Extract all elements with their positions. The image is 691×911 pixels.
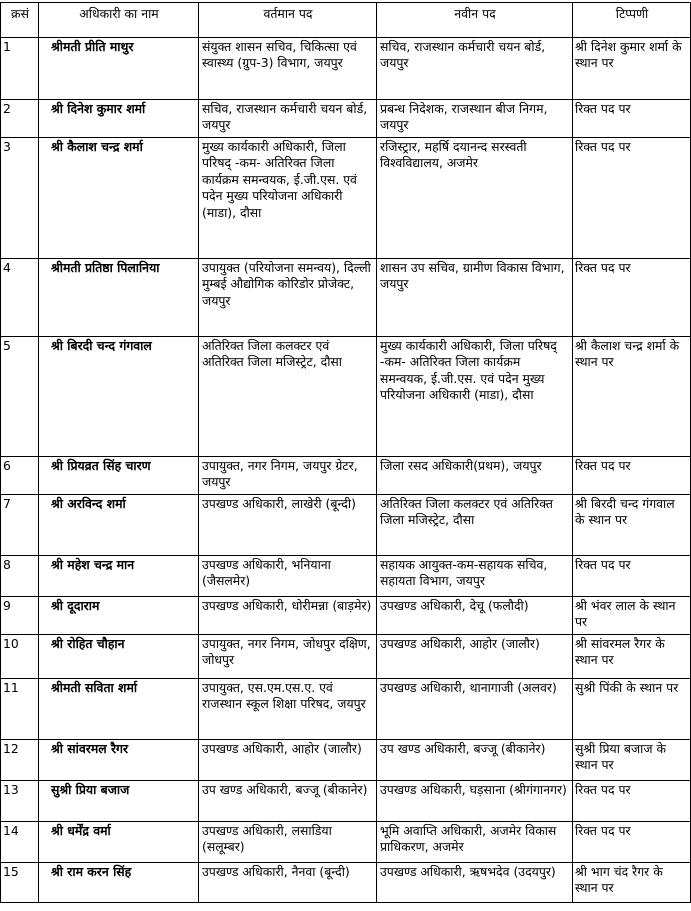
table-row xyxy=(1,138,691,259)
new-post-cell: उपखण्ड अधिकारी, देचू (फलौदी) xyxy=(377,597,573,635)
serial-cell: 13 xyxy=(1,781,39,822)
header-new-post: नवीन पद xyxy=(377,3,573,38)
transfer-table xyxy=(0,2,691,903)
officer-name-cell: श्री बिरदी चन्द गंगवाल xyxy=(39,337,199,457)
table-row xyxy=(1,822,691,863)
remark-cell: रिक्त पद पर xyxy=(573,138,691,259)
table-row xyxy=(1,556,691,597)
serial-cell: 2 xyxy=(1,100,39,138)
table-row xyxy=(1,457,691,495)
new-post-cell: प्रबन्ध निदेशक, राजस्थान बीज निगम, जयपुर xyxy=(377,100,573,138)
current-post-cell: उपखण्ड अधिकारी, लसाडिया (सलूम्बर) xyxy=(199,822,377,863)
new-post-cell: उपखण्ड अधिकारी, आहोर (जालौर) xyxy=(377,635,573,679)
serial-cell: 15 xyxy=(1,863,39,903)
serial-cell: 10 xyxy=(1,635,39,679)
table-row xyxy=(1,259,691,337)
table-row xyxy=(1,100,691,138)
current-post-cell: सचिव, राजस्थान कर्मचारी चयन बोर्ड, जयपुर xyxy=(199,100,377,138)
serial-cell: 8 xyxy=(1,556,39,597)
table-row xyxy=(1,495,691,556)
remark-cell: सुश्री प्रिया बजाज के स्थान पर xyxy=(573,740,691,781)
new-post-cell: अतिरिक्त जिला कलक्टर एवं अतिरिक्त जिला मजिस्ट्रेट, दौसा xyxy=(377,495,573,556)
current-post-cell: मुख्य कार्यकारी अधिकारी, जिला परिषद् -कम- अतिरिक्त जिला कार्यक्रम समन्वयक, ई.जी.एस. एवं पदेन मुख्य परियोजना अधिकारी (माडा), दौसा xyxy=(199,138,377,259)
header-serial: क्रसं xyxy=(1,3,39,38)
serial-cell: 4 xyxy=(1,259,39,337)
remark-cell: श्री दिनेश कुमार शर्मा के स्थान पर xyxy=(573,38,691,100)
new-post-cell: मुख्य कार्यकारी अधिकारी, जिला परिषद् -कम- अतिरिक्त जिला कार्यक्रम समन्वयक, ई.जी.एस. एवं पदेन मुख्य परियोजना अधिकारी (माडा), दौसा xyxy=(377,337,573,457)
officer-name-cell: श्री महेश चन्द्र मान xyxy=(39,556,199,597)
officer-name-cell: सुश्री प्रिया बजाज xyxy=(39,781,199,822)
header-remarks: टिप्पणी xyxy=(573,3,691,38)
current-post-cell: उपायुक्त, नगर निगम, जयपुर ग्रेटर, जयपुर xyxy=(199,457,377,495)
serial-cell: 12 xyxy=(1,740,39,781)
table-body xyxy=(1,38,691,903)
remark-cell: रिक्त पद पर xyxy=(573,781,691,822)
officer-name-cell: श्री धर्मेंद्र वर्मा xyxy=(39,822,199,863)
serial-cell: 11 xyxy=(1,679,39,740)
serial-cell: 6 xyxy=(1,457,39,495)
table-row xyxy=(1,679,691,740)
remark-cell: श्री सांवरमल रैगर के स्थान पर xyxy=(573,635,691,679)
header-row xyxy=(1,3,691,38)
current-post-cell: उप खण्ड अधिकारी, बज्जू (बीकानेर) xyxy=(199,781,377,822)
remark-cell: श्री भाग चंद रैगर के स्थान पर xyxy=(573,863,691,903)
new-post-cell: सहायक आयुक्त-कम-सहायक सचिव, सहायता विभाग, जयपुर xyxy=(377,556,573,597)
remark-cell: रिक्त पद पर xyxy=(573,556,691,597)
officer-name-cell: श्री दिनेश कुमार शर्मा xyxy=(39,100,199,138)
remark-cell: रिक्त पद पर xyxy=(573,100,691,138)
current-post-cell: उपखण्ड अधिकारी, लाखेरी (बून्दी) xyxy=(199,495,377,556)
current-post-cell: संयुक्त शासन सचिव, चिकित्सा एवं स्वास्थ्य (ग्रुप-3) विभाग, जयपुर xyxy=(199,38,377,100)
remark-cell: रिक्त पद पर xyxy=(573,259,691,337)
new-post-cell: रजिस्ट्रार, महर्षि दयानन्द सरस्वती विश्वविद्यालय, अजमेर xyxy=(377,138,573,259)
new-post-cell: भूमि अवाप्ति अधिकारी, अजमेर विकास प्राधिकरण, अजमेर xyxy=(377,822,573,863)
serial-cell: 5 xyxy=(1,337,39,457)
new-post-cell: उपखण्ड अधिकारी, घड़साना (श्रीगंगानगर) xyxy=(377,781,573,822)
new-post-cell: शासन उप सचिव, ग्रामीण विकास विभाग, जयपुर xyxy=(377,259,573,337)
officer-name-cell: श्रीमती प्रतिष्ठा पिलानिया xyxy=(39,259,199,337)
table-row xyxy=(1,597,691,635)
officer-name-cell: श्री रोहित चौहान xyxy=(39,635,199,679)
serial-cell: 1 xyxy=(1,38,39,100)
header-current-post: वर्तमान पद xyxy=(199,3,377,38)
current-post-cell: उपखण्ड अधिकारी, आहोर (जालौर) xyxy=(199,740,377,781)
officer-name-cell: श्री सांवरमल रैगर xyxy=(39,740,199,781)
officer-name-cell: श्री अरविन्द शर्मा xyxy=(39,495,199,556)
current-post-cell: उपायुक्त (परियोजना समन्वय), दिल्ली मुम्बई औद्योगिक कोरिडोर प्रोजेक्ट, जयपुर xyxy=(199,259,377,337)
serial-cell: 3 xyxy=(1,138,39,259)
new-post-cell: उप खण्ड अधिकारी, बज्जू (बीकानेर) xyxy=(377,740,573,781)
remark-cell: श्री बिरदी चन्द गंगवाल के स्थान पर xyxy=(573,495,691,556)
current-post-cell: अतिरिक्त जिला कलक्टर एवं अतिरिक्त जिला मजिस्ट्रेट, दौसा xyxy=(199,337,377,457)
table-row xyxy=(1,38,691,100)
remark-cell: सुश्री पिंकी के स्थान पर xyxy=(573,679,691,740)
table-row xyxy=(1,337,691,457)
new-post-cell: उपखण्ड अधिकारी, ऋषभदेव (उदयपुर) xyxy=(377,863,573,903)
officer-name-cell: श्री दूदाराम xyxy=(39,597,199,635)
officer-name-cell: श्री प्रियव्रत सिंह चारण xyxy=(39,457,199,495)
remark-cell: रिक्त पद पर xyxy=(573,822,691,863)
current-post-cell: उपखण्ड अधिकारी, भनियाना (जैसलमेर) xyxy=(199,556,377,597)
officer-name-cell: श्री राम करन सिंह xyxy=(39,863,199,903)
remark-cell: रिक्त पद पर xyxy=(573,457,691,495)
officer-name-cell: श्री कैलाश चन्द्र शर्मा xyxy=(39,138,199,259)
new-post-cell: उपखण्ड अधिकारी, थानागाजी (अलवर) xyxy=(377,679,573,740)
new-post-cell: सचिव, राजस्थान कर्मचारी चयन बोर्ड, जयपुर xyxy=(377,38,573,100)
serial-cell: 7 xyxy=(1,495,39,556)
remark-cell: श्री कैलाश चन्द्र शर्मा के स्थान पर xyxy=(573,337,691,457)
serial-cell: 9 xyxy=(1,597,39,635)
officer-name-cell: श्रीमती सविता शर्मा xyxy=(39,679,199,740)
table-row xyxy=(1,740,691,781)
officer-name-cell: श्रीमती प्रीति माथुर xyxy=(39,38,199,100)
remark-cell: श्री भंवर लाल के स्थान पर xyxy=(573,597,691,635)
current-post-cell: उपायुक्त, नगर निगम, जोधपुर दक्षिण, जोधपुर xyxy=(199,635,377,679)
table-row xyxy=(1,635,691,679)
table-row xyxy=(1,781,691,822)
table-row xyxy=(1,863,691,903)
serial-cell: 14 xyxy=(1,822,39,863)
header-officer-name: अधिकारी का नाम xyxy=(39,3,199,38)
current-post-cell: उपखण्ड अधिकारी, धोरीमन्ना (बाड़मेर) xyxy=(199,597,377,635)
current-post-cell: उपायुक्त, एस.एम.एस.ए. एवं राजस्थान स्कूल शिक्षा परिषद, जयपुर xyxy=(199,679,377,740)
current-post-cell: उपखण्ड अधिकारी, नैनवा (बून्दी) xyxy=(199,863,377,903)
new-post-cell: जिला रसद अधिकारी(प्रथम), जयपुर xyxy=(377,457,573,495)
